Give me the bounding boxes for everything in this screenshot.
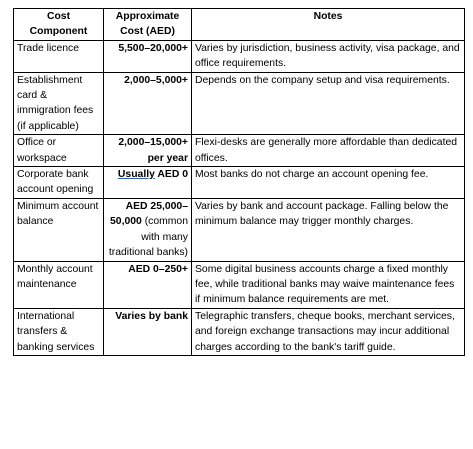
- component-cell: Monthly account maintenance: [14, 261, 104, 308]
- cost-table: [13, 8, 465, 356]
- cost-extra: (common with many traditional banks): [108, 216, 188, 259]
- notes-cell: Most banks do not charge an account opening fee.: [192, 167, 465, 199]
- cost-prefix: Usually: [117, 169, 155, 181]
- table-row: [14, 135, 465, 167]
- component-cell: International transfers & banking services: [14, 308, 104, 355]
- cost-cell: 5,500–20,000+: [104, 40, 192, 72]
- component-cell: Office or workspace: [14, 135, 104, 167]
- table-row: [14, 72, 465, 135]
- notes-cell: Flexi-desks are generally more affordable than dedicated offices.: [192, 135, 465, 167]
- header-notes: Notes: [192, 9, 465, 41]
- notes-cell: Telegraphic transfers, cheque books, merchant services, and foreign exchange transactions may incur additional charges according to the bank's tariff guide.: [192, 308, 465, 355]
- header-approximate-cost: Approximate Cost (AED): [104, 9, 192, 41]
- table-row: [14, 308, 465, 355]
- component-cell: Establishment card & immigration fees (if applicable): [14, 72, 104, 135]
- notes-cell: Varies by bank and account package. Falling below the minimum balance may trigger monthly charges.: [192, 198, 465, 261]
- notes-cell: Depends on the company setup and visa requirements.: [192, 72, 465, 135]
- cost-value: AED 0: [157, 169, 188, 181]
- notes-cell: Varies by jurisdiction, business activity, visa package, and office requirements.: [192, 40, 465, 72]
- cost-cell: [104, 198, 192, 261]
- header-row: [14, 9, 465, 41]
- table-row: [14, 198, 465, 261]
- header-cost-component: Cost Component: [14, 9, 104, 41]
- cost-cell: 2,000–5,000+: [104, 72, 192, 135]
- cost-cell: [104, 167, 192, 199]
- component-cell: Trade licence: [14, 40, 104, 72]
- component-cell: Minimum account balance: [14, 198, 104, 261]
- cost-cell: Varies by bank: [104, 308, 192, 355]
- table-row: [14, 261, 465, 308]
- table-row: [14, 40, 465, 72]
- component-cell: Corporate bank account opening: [14, 167, 104, 199]
- cost-cell: 2,000–15,000+ per year: [104, 135, 192, 167]
- cost-cell: AED 0–250+: [104, 261, 192, 308]
- table-row: [14, 167, 465, 199]
- cost-value: AED 25,000–50,000: [110, 200, 188, 228]
- notes-cell: Some digital business accounts charge a fixed monthly fee, while traditional banks may waive maintenance fees if minimum balance requirements are met.: [192, 261, 465, 308]
